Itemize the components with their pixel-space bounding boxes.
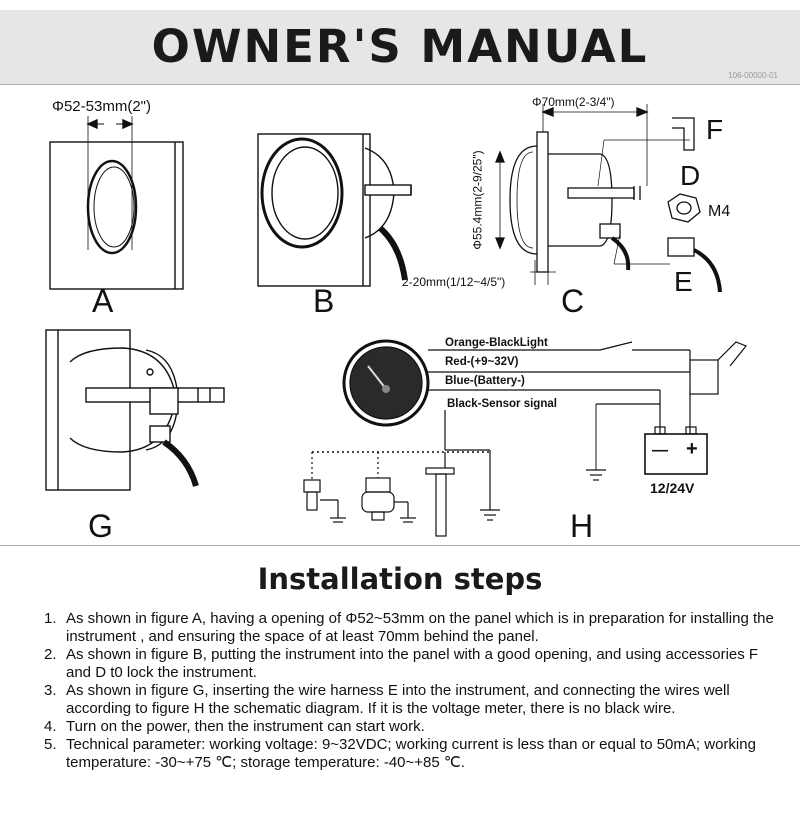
figure-c-thickness-dimension: 2-20mm(1/12~4/5") xyxy=(402,275,506,289)
figure-a-label: A xyxy=(92,283,114,319)
wire-label-orange: Orange-BlackLight xyxy=(445,337,548,349)
part-f-label: F xyxy=(706,114,724,145)
wire-label-red: Red-(+9~32V) xyxy=(445,356,519,368)
figure-h-drawing xyxy=(304,341,746,536)
step-text: As shown in figure A, having a opening of Φ52~53mm on the panel which is in preparation for installing the instrument , and ensuring the space of at least 70mm behind the panel. xyxy=(66,610,774,645)
step-item xyxy=(44,610,784,646)
step-text: Turn on the power, then the instrument can start work. xyxy=(66,718,425,735)
page-title: OWNER'S MANUAL xyxy=(151,20,649,73)
figure-g-label: G xyxy=(88,508,113,544)
installation-steps xyxy=(44,610,784,772)
step-text: Technical parameter: working voltage: 9~32VDC; working current is less than or equal to 50mA; working temperature: -30~+75 ℃; storage temperature: -40~+85 ℃. xyxy=(66,736,756,771)
figure-c-drawing xyxy=(496,104,720,292)
battery-minus: — xyxy=(652,442,668,459)
figure-c-diameter-dimension: Φ55.4mm(2-9/25") xyxy=(470,150,485,250)
section-divider xyxy=(0,545,800,546)
figure-b-drawing xyxy=(258,134,411,286)
step-item xyxy=(44,646,784,682)
step-item xyxy=(44,682,784,718)
wire-label-black: Black-Sensor signal xyxy=(447,398,557,410)
wire-label-blue: Blue-(Battery-) xyxy=(445,375,525,387)
figure-g-drawing xyxy=(46,330,224,490)
step-number: 2. xyxy=(44,646,57,663)
part-e-label: E xyxy=(674,266,693,297)
document-number: 106-00000-01 xyxy=(728,71,778,80)
figure-b-label: B xyxy=(313,283,335,319)
installation-title: Installation steps xyxy=(257,562,543,596)
part-d-label: D xyxy=(680,160,701,191)
battery-plus: + xyxy=(686,438,698,460)
figure-c-label: C xyxy=(561,283,585,319)
step-text: As shown in figure B, putting the instrument into the panel with a good opening, and using accessories F and D t0 lock the instrument. xyxy=(66,646,759,681)
step-number: 3. xyxy=(44,682,57,699)
step-text: As shown in figure G, inserting the wire harness E into the instrument, and connecting the wires well according to figure H the schematic diagram. If it is the voltage meter, there is no black wire. xyxy=(66,682,730,717)
step-number: 5. xyxy=(44,736,57,753)
step-number: 4. xyxy=(44,718,57,735)
figure-h-label: H xyxy=(570,508,594,544)
figure-c-width-dimension: Φ70mm(2-3/4") xyxy=(532,95,615,109)
part-m4-label: M4 xyxy=(708,203,731,220)
step-number: 1. xyxy=(44,610,57,627)
battery-voltage-label: 12/24V xyxy=(650,480,695,496)
step-item xyxy=(44,718,784,736)
step-item xyxy=(44,736,784,772)
figure-a-drawing xyxy=(50,116,183,289)
figure-a-dimension: Φ52-53mm(2") xyxy=(52,98,151,115)
